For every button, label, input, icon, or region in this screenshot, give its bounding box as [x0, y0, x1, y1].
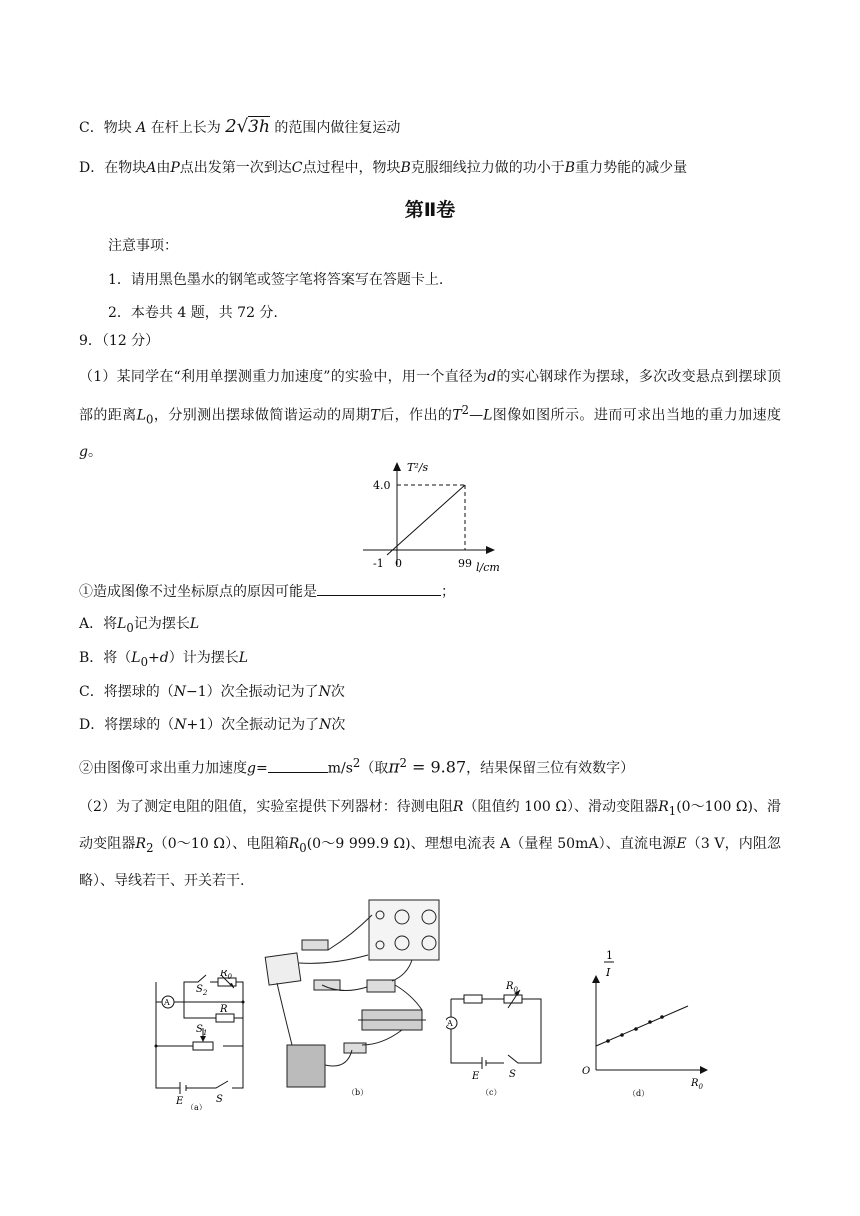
graph-line — [387, 485, 465, 555]
x-negative-label: -1 — [373, 557, 384, 570]
svg-text:E: E — [472, 1071, 480, 1082]
svg-text:（d）: （d） — [628, 1089, 650, 1098]
ammeter-icon — [265, 953, 301, 985]
y-axis-label: T²/s — [407, 461, 429, 474]
svg-text:S1: $S_1$ — [196, 1024, 208, 1037]
answer-blank-1[interactable] — [317, 581, 441, 596]
graph-d — [578, 950, 718, 1100]
svg-text:R0: $R_0$ — [691, 1078, 703, 1091]
svg-text:O: O — [582, 1066, 591, 1077]
choice-b: B．将$(L_0+d)$计为摆长L — [79, 650, 249, 669]
y-axis-arrow-icon — [393, 462, 401, 471]
note-item-1: 1．请用黑色墨水的钢笔或签字笔将答案写在答题卡上. — [108, 272, 444, 288]
choice-d: D．将摆球的（N+1）次全振动记为了N次 — [79, 717, 346, 733]
x-axis-arrow-icon — [486, 546, 495, 554]
svg-text:（c）: （c） — [481, 1088, 502, 1097]
x-axis-label: l/cm — [476, 561, 500, 574]
svg-text:1: 1 — [606, 950, 613, 962]
part-2-paragraph: （2）为了测定电阻的阻值，实验室提供下列器材：待测电阻R（阻值约 100 Ω）、滑动变阻器$R_1(0\sim 100$ Ω)、滑动变阻器$R_2(0\sim 10$ Ω）、电阻箱$R_0(0\sim 9$ 999.9 Ω)、理想电流表 A（量程 50mA）、直流电源E（3 V，内阻忽略）、导线若干、开关若干. — [79, 799, 782, 889]
ammeter-label-c: A — [447, 1019, 453, 1028]
svg-text:（b）: （b） — [347, 1088, 369, 1097]
svg-text:（a）: （a） — [186, 1103, 207, 1110]
y-axis-arrow-icon — [592, 975, 600, 983]
svg-text:S: S — [216, 1094, 223, 1105]
circuit-diagram-c — [446, 975, 546, 1105]
svg-text:S: S — [509, 1069, 516, 1080]
option-d: D．在物块A由P点出发第一次到达C点过程中，物块B克服细线拉力做的功小于B重力势能的减少量 — [79, 160, 688, 176]
notes-heading: 注意事项： — [108, 238, 178, 254]
question-1: ①造成图像不过坐标原点的原因可能是 ； — [79, 581, 455, 602]
section-title: 第Ⅱ卷 — [404, 199, 456, 221]
svg-text:R0: $R_0$ — [506, 981, 518, 994]
x-axis-arrow-icon — [700, 1066, 708, 1074]
question-2: ②由图像可求出重力加速度$g= m/s^2$（取$\pi^2 = 9.87$，结果保留三位有效数字） — [79, 756, 635, 778]
sqrt-symbol: √ — [236, 116, 249, 137]
ammeter-label: A — [164, 998, 170, 1007]
svg-text:E: E — [176, 1096, 184, 1107]
choice-c: C．将摆球的（N−1）次全振动记为了N次 — [79, 684, 345, 700]
battery-icon — [287, 1045, 325, 1087]
switch-icon — [314, 980, 340, 990]
t2-l-graph — [355, 455, 515, 575]
equipment-photo-b — [262, 895, 452, 1105]
y-value-label: 4.0 — [373, 479, 391, 492]
option-c: C．物块 A 在杆上长为 2√3h 的范围内做往复运动 — [79, 116, 401, 137]
switch-icon — [302, 940, 328, 950]
svg-text:S2: $S_2$ — [196, 984, 208, 997]
origin-label: 0 — [395, 557, 402, 570]
x-value-label: 99 — [458, 557, 472, 570]
note-item-2: 2．本卷共 4 题，共 72 分. — [108, 305, 278, 321]
svg-text:R: R — [220, 1004, 228, 1015]
svg-text:R0: $R_0$ — [220, 970, 232, 981]
svg-text:I: I — [606, 966, 611, 979]
circuit-diagram-a — [148, 970, 258, 1110]
part-1-paragraph: （1）某同学在“利用单摆测重力加速度”的实验中，用一个直径为d的实心钢球作为摆球，多次改变悬点到摆球顶部的距离$L_0$，分别测出摆球做简谐运动的周期T后，作出的$T^2—L$图像如图所示。进而可求出当地的重力加速度g。 — [79, 369, 782, 461]
resistance-box-icon — [369, 900, 439, 960]
question-9-label: 9．（12 分） — [79, 333, 160, 349]
answer-blank-2[interactable] — [268, 758, 328, 773]
fit-line — [596, 1006, 688, 1046]
choice-a: A．将$L_0$记为摆长L — [79, 616, 200, 635]
